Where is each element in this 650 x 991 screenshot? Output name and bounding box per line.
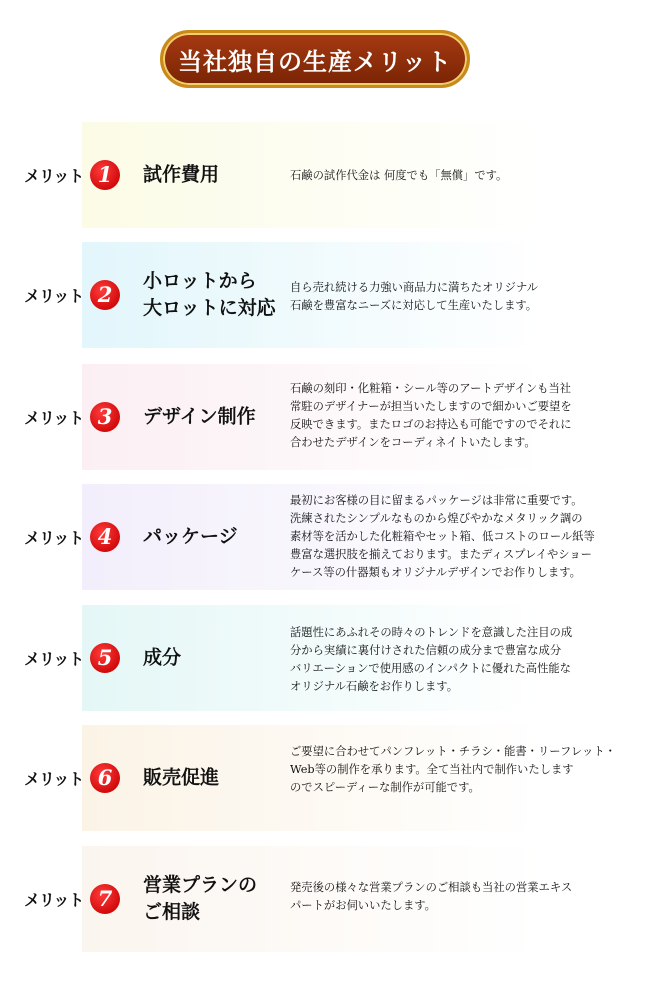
merit-row-2 (0, 242, 650, 348)
merit-description: 最初にお客様の目に留まるパッケージは非常に重要です。 洗練されたシンプルなものから煌びやかなメタリック調の 素材等を活かした化粧箱やセット箱、低コストのロール紙等 豊富な選択肢を揃えております。またディスプレイやショー ケース等の什器類もオリジナルデザインでお作りします。 (290, 494, 595, 579)
merit-label: メリット (24, 286, 84, 306)
number-badge: 6 (90, 763, 120, 793)
merit-description: 石鹸の刻印・化粧箱・シール等のアートデザインも当社 常駐のデザイナーが担当いたしますので細かいご要望を 反映できます。またロゴのお持込も可能ですのでそれに 合わせたデザインをコーディネイトいたします。 (290, 382, 572, 449)
page-title-badge (160, 30, 470, 88)
merit-row-3 (0, 364, 650, 470)
merit-label: メリット (24, 769, 84, 789)
merit-description: 発売後の様々な営業プランのご相談も当社の営業エキス パートがお伺いいたします。 (290, 881, 573, 912)
number-badge: 1 (90, 160, 120, 190)
merit-label: メリット (24, 649, 84, 669)
merit-row-6 (0, 725, 650, 831)
merit-label: メリット (24, 166, 84, 186)
merit-description: 石鹸の試作代金は 何度でも「無償」です。 (290, 169, 508, 182)
number-badge: 7 (90, 884, 120, 914)
merit-row-4 (0, 484, 650, 590)
merit-title: 成分 (143, 646, 182, 669)
merit-row-5 (0, 605, 650, 711)
merit-title: デザイン制作 (143, 405, 256, 428)
merit-label: メリット (24, 528, 84, 548)
number-badge: 3 (90, 402, 120, 432)
merit-title: 営業プランの ご相談 (143, 874, 258, 923)
merit-title: 小ロットから 大ロットに対応 (143, 270, 276, 319)
merit-row-1 (0, 122, 650, 228)
merit-label: メリット (24, 408, 84, 428)
number-badge: 2 (90, 280, 120, 310)
number-badge: 5 (90, 643, 120, 673)
merit-description: 自ら売れ続ける力強い商品力に満ちたオリジナル 石鹸を豊富なニーズに対応して生産いたします。 (290, 281, 538, 312)
merit-label: メリット (24, 890, 84, 910)
merit-title: パッケージ (143, 525, 238, 548)
merit-title: 販売促進 (143, 766, 220, 789)
merit-title: 試作費用 (143, 163, 220, 186)
merit-row-7 (0, 846, 650, 952)
number-badge: 4 (90, 522, 120, 552)
merit-description: ご要望に合わせてパンフレット・チラシ・能書・リーフレット・ Web等の制作を承ります。全て当社内で制作いたします のでスピーディーな制作が可能です。 (290, 745, 616, 794)
page-title: 当社独自の生産メリット (177, 47, 453, 76)
merit-description: 話題性にあふれその時々のトレンドを意識した注目の成 分から実績に裏付けされた信頼の成分まで豊富な成分 バリエーションで使用感のインパクトに優れた高性能な オリジナル石鹸をお作りします。 (290, 626, 573, 693)
